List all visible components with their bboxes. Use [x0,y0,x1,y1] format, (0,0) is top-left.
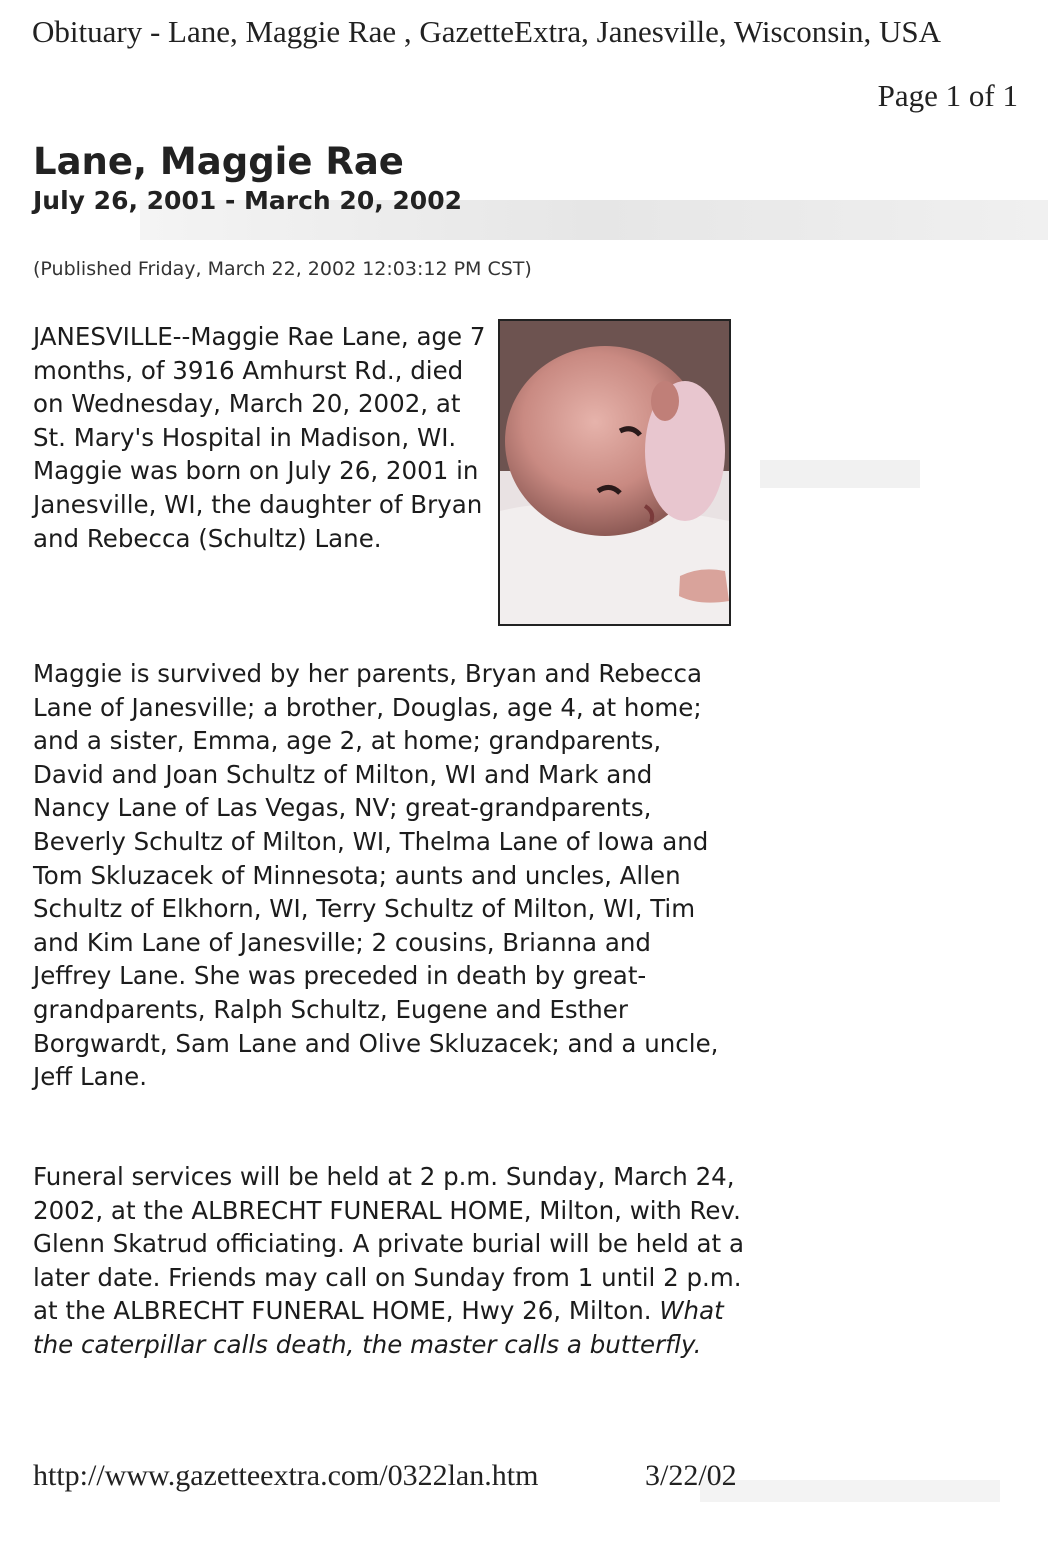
obituary-name: Lane, Maggie Rae [33,140,404,183]
paragraph-death-notice: JANESVILLE--Maggie Rae Lane, age 7 months, of 3916 Amhurst Rd., died on Wednesday, March 20, 2002, at St. Mary's Hospital in Madison, WI. Maggie was born on July 26, 2001 in Janesville, WI, the daughter of Bryan and Rebecca (Schultz) Lane. [33,322,486,553]
page-number: Page 1 of 1 [877,78,1018,113]
source-url: http://www.gazetteextra.com/0322lan.htm [33,1459,539,1492]
services-text: Funeral services will be held at 2 p.m. Sunday, March 24, 2002, at the ALBRECHT FUNERAL HOME, Milton, with Rev. Glenn Skatrud officiating. A private burial will be held at a later date. Friends may call on Sunday from 1 until 2 p.m. at the ALBRECHT FUNERAL HOME, Hwy 26, Milton. [33,1162,744,1326]
bleed-through-mark [700,1480,1000,1502]
print-header: Obituary - Lane, Maggie Rae , GazetteExtra, Janesville, Wisconsin, USA [32,14,941,49]
life-dates: July 26, 2001 - March 20, 2002 [33,186,462,215]
paragraph-services [33,1160,753,1362]
published-timestamp: (Published Friday, March 22, 2002 12:03:12 PM CST) [33,258,532,280]
bleed-through-mark [760,460,920,488]
paragraph-survivors: Maggie is survived by her parents, Bryan and Rebecca Lane of Janesville; a brother, Douglas, age 4, at home; and a sister, Emma, age 2, at home; grandparents, David and Joan Schultz of Milton, WI and Mark and Nancy Lane of Las Vegas, NV; great-grandparents, Beverly Schultz of Milton, WI, Thelma Lane of Iowa and Tom Skluzacek of Minnesota; aunts and uncles, Allen Schultz of Elkhorn, WI, Terry Schultz of Milton, WI, Tim and Kim Lane of Janesville; 2 cousins, Brianna and Jeffrey Lane. She was preceded in death by great-grandparents, Ralph Schultz, Eugene and Esther Borgwardt, Sam Lane and Olive Skluzacek; and a uncle, Jeff Lane. [33,659,719,1092]
print-date: 3/22/02 [645,1459,737,1492]
baby-photo [498,319,731,626]
photo-illustration [500,321,729,624]
closing-quote: What the caterpillar calls death, the master calls a butterfly. [33,1296,724,1359]
